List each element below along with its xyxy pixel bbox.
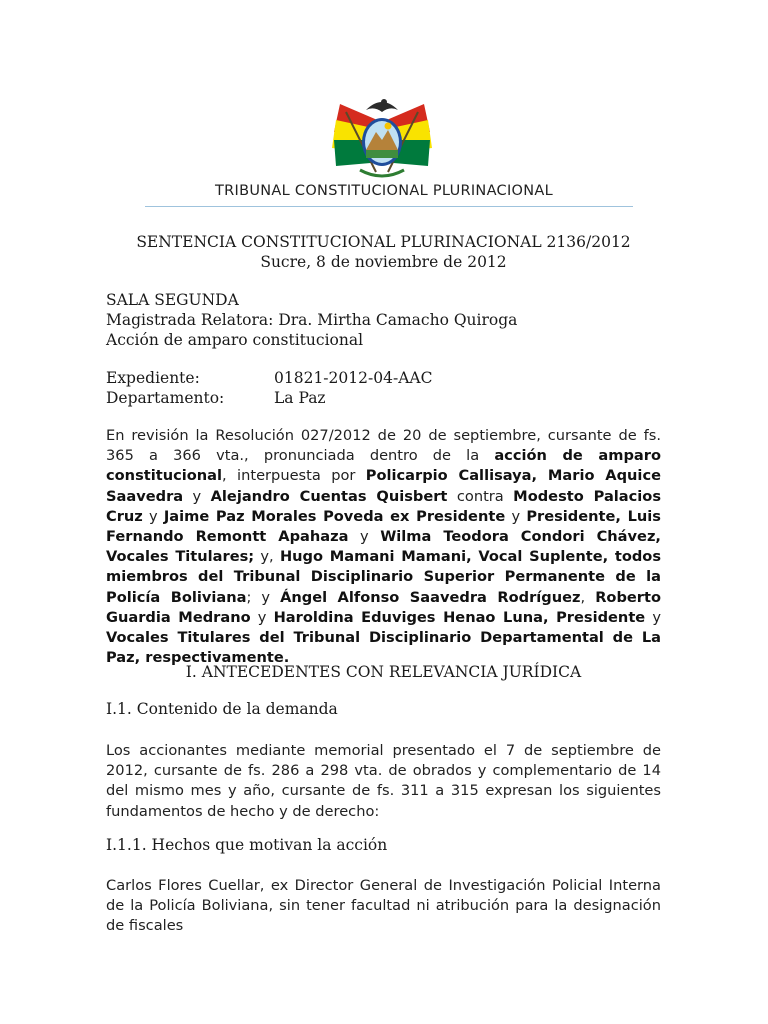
intro-text: y,: [254, 548, 280, 566]
intro-text: contra: [447, 487, 514, 505]
expediente-label: Expediente:: [106, 369, 200, 387]
intro-paragraph: [106, 426, 661, 668]
case-identifiers: [106, 368, 661, 408]
intro-bold: Hugo Mamani Mamani, Vocal Suplente, todos miembros del Tribunal Disciplinario Superior Permanente de la Policía Boliviana: [106, 548, 662, 606]
intro-bold: Ángel Alfonso Saavedra Rodríguez: [280, 588, 581, 606]
intro-text: y: [183, 487, 211, 505]
section-contenido-demanda: I.1. Contenido de la demanda: [106, 700, 338, 718]
case-meta: [106, 290, 661, 350]
section-hechos: I.1.1. Hechos que motivan la acción: [106, 836, 388, 854]
sentence-title: SENTENCIA CONSTITUCIONAL PLURINACIONAL 2136/2012: [136, 233, 631, 251]
court-name: TRIBUNAL CONSTITUCIONAL PLURINACIONAL: [214, 183, 553, 199]
intro-text: , interpuesta por: [222, 467, 366, 485]
sentence-place-date: Sucre, 8 de noviembre de 2012: [260, 253, 507, 271]
intro-bold: Policarpio Callisaya, Mario Aquice Saavedra: [106, 467, 661, 505]
intro-bold: Vocales Titulares del Tribunal Disciplinario Departamental de La Paz, respectivamente.: [106, 629, 661, 667]
departamento-row: [106, 388, 661, 408]
intro-text: ,: [580, 588, 596, 606]
intro-text: y: [348, 528, 381, 546]
coat-of-arms-bolivia-icon: [326, 92, 438, 184]
expediente-value: 01821-2012-04-AAC: [274, 369, 433, 387]
intro-text: ; y: [246, 588, 281, 606]
intro-text: y: [250, 608, 274, 626]
expediente-row: [106, 368, 661, 388]
intro-bold: Presidente, Luis Fernando Remontt Apahaza: [106, 507, 661, 546]
header-divider: [145, 206, 633, 207]
intro-text: y: [142, 507, 164, 525]
intro-text: y: [645, 608, 661, 626]
sala: SALA SEGUNDA: [106, 291, 239, 309]
section-antecedentes: I. ANTECEDENTES CON RELEVANCIA JURÍDICA: [185, 663, 582, 681]
tipo-accion: Acción de amparo constitucional: [106, 331, 364, 349]
intro-bold: Roberto Guardia Medrano: [106, 588, 661, 626]
intro-bold: Haroldina Eduviges Henao Luna, Presidente: [273, 608, 646, 626]
intro-bold: Wilma Teodora Condori Chávez, Vocales Titulares;: [106, 528, 661, 566]
intro-bold: Alejandro Cuentas Quisbert: [210, 487, 448, 505]
intro-bold: Jaime Paz Morales Poveda ex Presidente: [163, 507, 506, 525]
intro-bold: acción de amparo constitucional: [106, 447, 661, 485]
intro-text: En revisión la Resolución 027/2012 de 20 de septiembre, cursante de fs. 365 a 366 vta., pronunciada dentro de la: [106, 427, 661, 465]
magistrada-relatora: Magistrada Relatora: Dra. Mirtha Camacho Quiroga: [106, 311, 518, 329]
sentence-header: [106, 232, 661, 272]
departamento-label: Departamento:: [106, 389, 225, 407]
hechos-paragraph: Carlos Flores Cuellar, ex Director General de Investigación Policial Interna de la Policía Boliviana, sin tener facultad ni atribución para la designación de fiscales: [106, 877, 661, 935]
contenido-paragraph: Los accionantes mediante memorial presentado el 7 de septiembre de 2012, cursante de fs. 286 a 298 vta. de obrados y complementario de 14 del mismo mes y año, cursante de fs. 311 a 315 expresan los siguientes fundamentos de hecho y de derecho:: [106, 742, 661, 820]
intro-text: y: [505, 507, 527, 525]
departamento-value: La Paz: [274, 389, 326, 407]
intro-bold: Modesto Palacios Cruz: [106, 487, 662, 525]
